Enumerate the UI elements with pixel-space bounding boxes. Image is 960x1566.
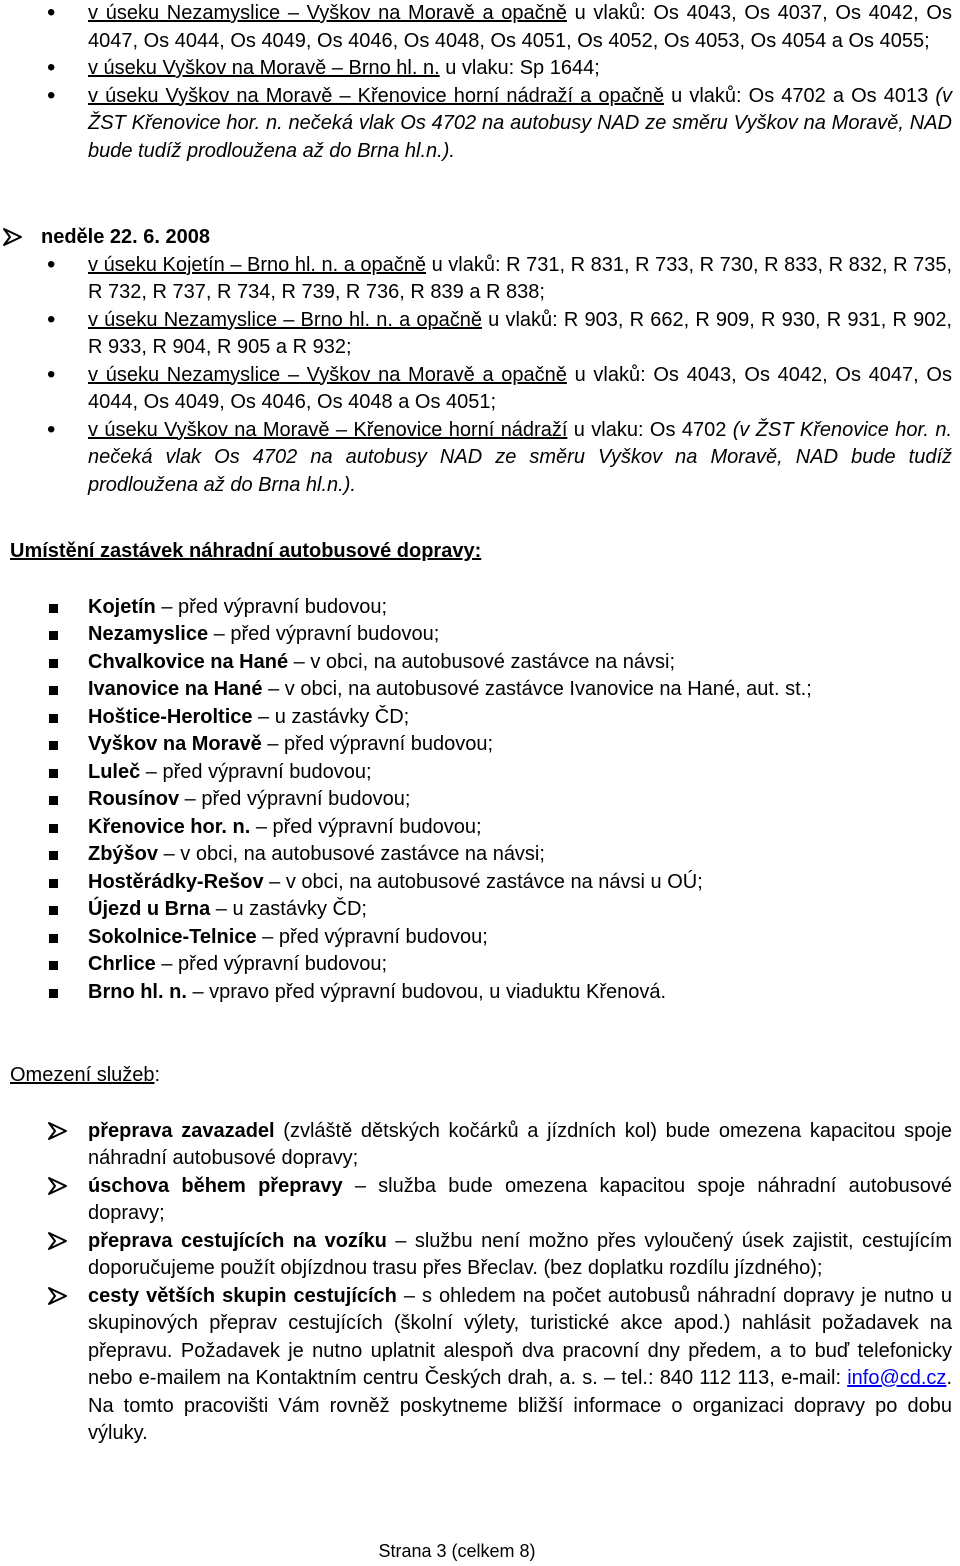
page-footer: Strana 3 (celkem 8) bbox=[378, 1541, 536, 1561]
trains-text: u vlaků: Os 4043, Os 4042, Os 4047, Os 4044, Os 4049, Os 4046, Os 4048 a Os 4051; bbox=[88, 363, 952, 413]
arrow-bullet-icon bbox=[47, 1286, 69, 1306]
list-item bbox=[0, 362, 960, 417]
stop-name: Luleč bbox=[88, 760, 141, 783]
stop-location: – v obci, na autobusové zastávce na návsi; bbox=[288, 650, 675, 673]
stop-location: – před výpravní budovou; bbox=[140, 760, 372, 783]
sunday-section bbox=[0, 224, 960, 499]
stop-name: Sokolnice-Telnice bbox=[88, 925, 257, 948]
note-text: (v ŽST Křenovice hor. n. nečeká vlak Os 4702 na autobusy NAD ze směru Vyškov na Moravě, NAD bude tudíž prodloužena až do Brna hl.n.). bbox=[88, 418, 952, 496]
segment-text: v úseku Nezamyslice – Vyškov na Moravě a opačně bbox=[88, 363, 567, 386]
limit-desc: (zvláště dětských kočárků a jízdních kol) bude omezena kapacitou spoje náhradní autobusové dopravy; bbox=[88, 1119, 952, 1169]
sunday-heading bbox=[0, 224, 960, 252]
list-item bbox=[0, 55, 960, 83]
stop-name: Křenovice hor. n. bbox=[88, 815, 251, 838]
limit-desc: – službu není možno přes vyloučený úsek zajistit, cestujícím doporučujeme použít objízdnou trasu přes Břeclav. (bez doplatku rozdílu jízdného); bbox=[88, 1229, 952, 1279]
limits-heading-colon: : bbox=[154, 1064, 161, 1086]
trains-text: u vlaku: Os 4702 bbox=[567, 418, 733, 441]
trains-text: u vlaků: R 731, R 831, R 733, R 730, R 833, R 832, R 735, R 732, R 737, R 734, R 739, R 736, R 839 a R 838; bbox=[88, 253, 952, 303]
stop-item bbox=[0, 676, 960, 704]
stop-item bbox=[0, 869, 960, 897]
list-item bbox=[0, 0, 960, 55]
stop-location: – u zastávky ČD; bbox=[210, 898, 367, 920]
stops-section bbox=[0, 538, 960, 1006]
stop-location: – u zastávky ČD; bbox=[252, 705, 410, 728]
stop-item bbox=[0, 841, 960, 869]
stop-location: – před výpravní budovou; bbox=[155, 953, 388, 975]
list-item bbox=[0, 307, 960, 362]
note-text: (v ŽST Křenovice hor. n. nečeká vlak Os 4702 na autobusy NAD ze směru Vyškov na Moravě, NAD bude tudíž prodloužena až do Brna hl.n.). bbox=[88, 84, 952, 162]
segment-text: v úseku Vyškov na Moravě – Křenovice horní nádraží a opačně bbox=[88, 84, 665, 107]
stop-name: Hostěrádky-Rešov bbox=[88, 870, 264, 893]
arrow-bullet-icon bbox=[2, 227, 24, 247]
stop-name: Vyškov na Moravě bbox=[88, 733, 262, 755]
list-item bbox=[0, 83, 960, 166]
stop-name: Hoštice-Heroltice bbox=[88, 705, 253, 728]
trains-text: u vlaků: Os 4702 a Os 4013 bbox=[664, 84, 936, 107]
stop-location: – před výpravní budovou; bbox=[256, 925, 488, 948]
stop-location: – před výpravní budovou; bbox=[155, 595, 388, 618]
stop-name: Ivanovice na Hané bbox=[88, 678, 263, 700]
stop-name: Nezamyslice bbox=[88, 623, 209, 645]
stop-item bbox=[0, 896, 960, 924]
stop-item bbox=[0, 814, 960, 842]
limits-list bbox=[0, 1118, 960, 1448]
list-item bbox=[0, 252, 960, 307]
stop-location: – v obci, na autobusové zastávce na návsi; bbox=[158, 843, 545, 865]
stop-location: – vpravo před výpravní budovou, u viaduktu Křenová. bbox=[186, 980, 667, 1003]
segment-text: v úseku Kojetín – Brno hl. n. a opačně bbox=[88, 253, 427, 276]
trains-text: u vlaku: Sp 1644; bbox=[439, 57, 600, 79]
stop-item bbox=[0, 786, 960, 814]
limit-desc: – služba bude omezena kapacitou spoje náhradní autobusové dopravy; bbox=[88, 1174, 952, 1224]
stop-item bbox=[0, 979, 960, 1007]
trains-text: u vlaků: R 903, R 662, R 909, R 930, R 931, R 902, R 933, R 904, R 905 a R 932; bbox=[88, 308, 952, 358]
stop-item bbox=[0, 704, 960, 732]
limit-title: cesty větších skupin cestujících bbox=[88, 1284, 397, 1307]
limit-title: přeprava cestujících na vozíku bbox=[88, 1229, 387, 1252]
segment-text: v úseku Vyškov na Moravě – Křenovice horní nádraží bbox=[88, 418, 568, 441]
sunday-heading-text: neděle 22. 6. 2008 bbox=[41, 226, 211, 248]
segment-text: v úseku Vyškov na Moravě – Brno hl. n. bbox=[88, 57, 440, 79]
stop-name: Rousínov bbox=[88, 788, 180, 810]
stop-item bbox=[0, 759, 960, 787]
limits-heading-text: Omezení služeb bbox=[10, 1064, 155, 1086]
segment-text: v úseku Nezamyslice – Brno hl. n. a opačně bbox=[88, 308, 483, 331]
segment-text: v úseku Nezamyslice – Vyškov na Moravě a opačně bbox=[88, 2, 567, 24]
sunday-service-list bbox=[0, 252, 960, 500]
stop-item bbox=[0, 594, 960, 622]
stop-location: – v obci, na autobusové zastávce Ivanovice na Hané, aut. st.; bbox=[262, 678, 812, 700]
trains-text: u vlaků: Os 4043, Os 4037, Os 4042, Os 4047, Os 4044, Os 4049, Os 4046, Os 4048, Os 4051, Os 4052, Os 4053, Os 4054 a Os 4055; bbox=[88, 2, 952, 52]
stop-location: – před výpravní budovou; bbox=[179, 788, 411, 810]
stop-name: Chvalkovice na Hané bbox=[88, 650, 289, 673]
limit-item bbox=[0, 1283, 960, 1448]
email-link[interactable]: info@cd.cz bbox=[847, 1367, 947, 1389]
limits-heading bbox=[0, 1062, 960, 1090]
stop-item bbox=[0, 951, 960, 979]
stop-name: Brno hl. n. bbox=[88, 980, 187, 1003]
stop-location: – před výpravní budovou; bbox=[208, 623, 440, 645]
arrow-bullet-icon bbox=[47, 1121, 69, 1141]
limit-item bbox=[0, 1228, 960, 1283]
stop-location: – v obci, na autobusové zastávce na návsi u OÚ; bbox=[263, 870, 703, 893]
stop-name: Chrlice bbox=[88, 953, 156, 975]
limit-title: úschova během přepravy bbox=[88, 1174, 343, 1197]
top-service-list bbox=[0, 0, 960, 165]
limit-desc: – s ohledem na počet autobusů náhradní dopravy je nutno u skupinových přeprav cestujících (školní výlety, turistické akce apod.) nahlásit požadavek na přepravu. Požadavek je nutno uplatnit alespoň dva pracovní dny předem, a to buď telefonicky nebo e-mailem na Kontaktním centru Českých drah, a. s. – tel.: 840 112 113, e-mail: bbox=[88, 1284, 952, 1389]
arrow-bullet-icon bbox=[47, 1231, 69, 1251]
limit-title: přeprava zavazadel bbox=[88, 1119, 275, 1142]
stop-name: Újezd u Brna bbox=[88, 898, 211, 920]
stop-location: – před výpravní budovou; bbox=[261, 733, 494, 755]
limits-section bbox=[0, 1062, 960, 1448]
stop-location: – před výpravní budovou; bbox=[250, 815, 482, 838]
stops-heading: Umístění zastávek náhradní autobusové dopravy: bbox=[10, 540, 482, 562]
list-item bbox=[0, 417, 960, 500]
limit-item bbox=[0, 1118, 960, 1173]
stops-list bbox=[0, 594, 960, 1007]
stop-name: Kojetín bbox=[88, 595, 156, 618]
stop-name: Zbýšov bbox=[88, 843, 159, 865]
limit-item bbox=[0, 1173, 960, 1228]
stop-item bbox=[0, 731, 960, 759]
arrow-bullet-icon bbox=[47, 1176, 69, 1196]
stop-item bbox=[0, 621, 960, 649]
stop-item bbox=[0, 649, 960, 677]
limit-desc-tail: . Na tomto pracovišti Vám rovněž poskytneme bližší informace o organizaci dopravy po dobu výluky. bbox=[88, 1367, 952, 1444]
stop-item bbox=[0, 924, 960, 952]
